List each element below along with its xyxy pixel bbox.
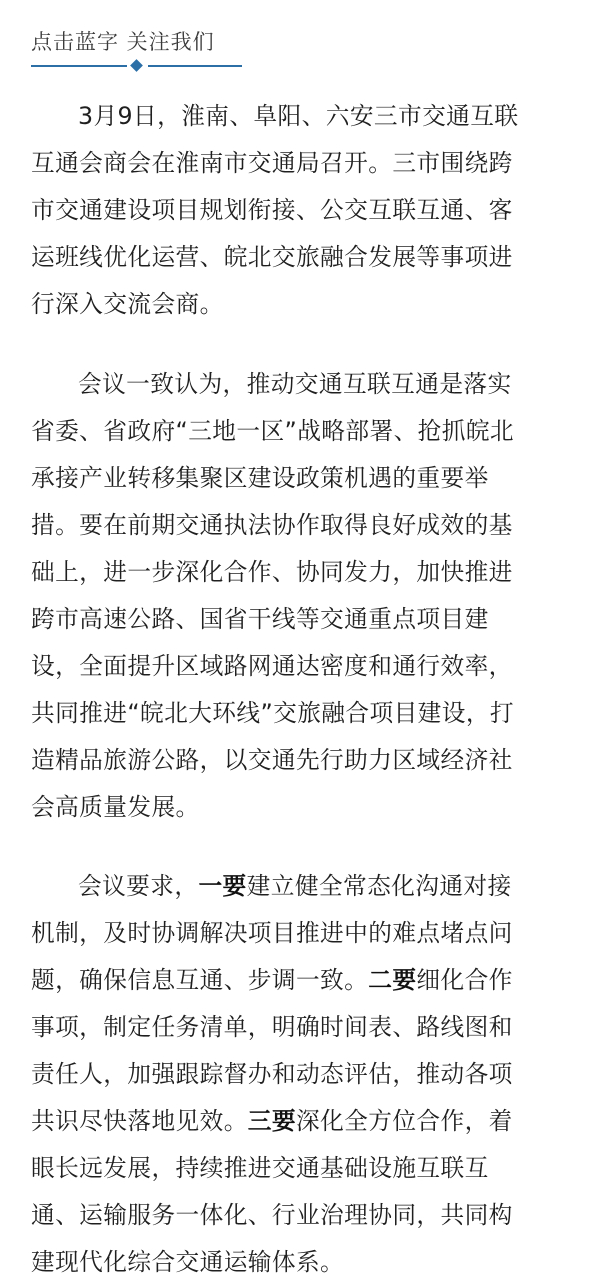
divider-right <box>148 65 242 67</box>
text-line: 3月9日，淮南、阜阳、六安三市交通互联 <box>78 102 519 130</box>
text-line: 运班线优化运营、皖北交旅融合发展等事项进 <box>31 243 513 271</box>
text-line: 造精品旅游公路，以交通先行助力区域经济社 <box>31 746 513 774</box>
text-line: 眼长远发展，持续推进交通基础设施互联互 <box>31 1154 489 1182</box>
paragraph-meeting-intro <box>31 93 571 328</box>
text-line: 通、运输服务一体化、行业治理协同，共同构 <box>31 1201 513 1229</box>
text-line: 市交通建设项目规划衔接、公交互联互通、客 <box>31 196 513 224</box>
requirement-three-label: 三要 <box>247 1107 296 1135</box>
text-line: 互通会商会在淮南市交通局召开。三市围绕跨 <box>31 149 513 177</box>
divider-left <box>31 65 127 67</box>
follow-us-prompt[interactable]: 点击蓝字 关注我们 <box>31 30 215 54</box>
text-line: 机制，及时协调解决项目推进中的难点堵点问 <box>31 919 513 947</box>
text-segment: 细化合作 <box>416 966 513 994</box>
text-line: 会议一致认为，推动交通互联互通是落实 <box>78 370 512 398</box>
text-line <box>31 1098 571 1145</box>
text-line: 跨市高速公路、国省干线等交通重点项目建 <box>31 605 489 633</box>
text-line: 责任人，加强跟踪督办和动态评估，推动各项 <box>31 1060 513 1088</box>
follow-banner <box>0 0 600 80</box>
text-segment: 共识尽快落地见效。 <box>31 1107 248 1135</box>
paragraph-meeting-consensus <box>31 361 571 831</box>
text-line: 设，全面提升区域路网通达密度和通行效率， <box>31 652 513 680</box>
text-line <box>31 863 571 910</box>
text-line: 会高质量发展。 <box>31 793 200 821</box>
text-line: 共同推进“皖北大环线”交旅融合项目建设，打 <box>31 699 515 727</box>
text-line: 承接产业转移集聚区建设政策机遇的重要举 <box>31 464 489 492</box>
text-line <box>31 957 571 1004</box>
text-line: 省委、省政府“三地一区”战略部署、抢抓皖北 <box>31 417 515 445</box>
text-segment: 建立健全常态化沟通对接 <box>246 872 512 900</box>
paragraph-meeting-requirements <box>31 863 571 1286</box>
requirement-one-label: 一要 <box>198 872 247 900</box>
text-segment: 会议要求， <box>78 872 199 900</box>
text-segment: 题，确保信息互通、步调一致。 <box>31 966 369 994</box>
text-line: 建现代化综合交通运输体系。 <box>31 1248 345 1276</box>
text-line: 础上，进一步深化合作、协同发力，加快推进 <box>31 558 513 586</box>
requirement-two-label: 二要 <box>368 966 417 994</box>
diamond-divider-icon <box>130 59 143 72</box>
text-line: 事项，制定任务清单，明确时间表、路线图和 <box>31 1013 513 1041</box>
text-line: 行深入交流会商。 <box>31 290 224 318</box>
text-segment: 深化全方位合作，着 <box>295 1107 513 1135</box>
text-line: 措。要在前期交通执法协作取得良好成效的基 <box>31 511 513 539</box>
